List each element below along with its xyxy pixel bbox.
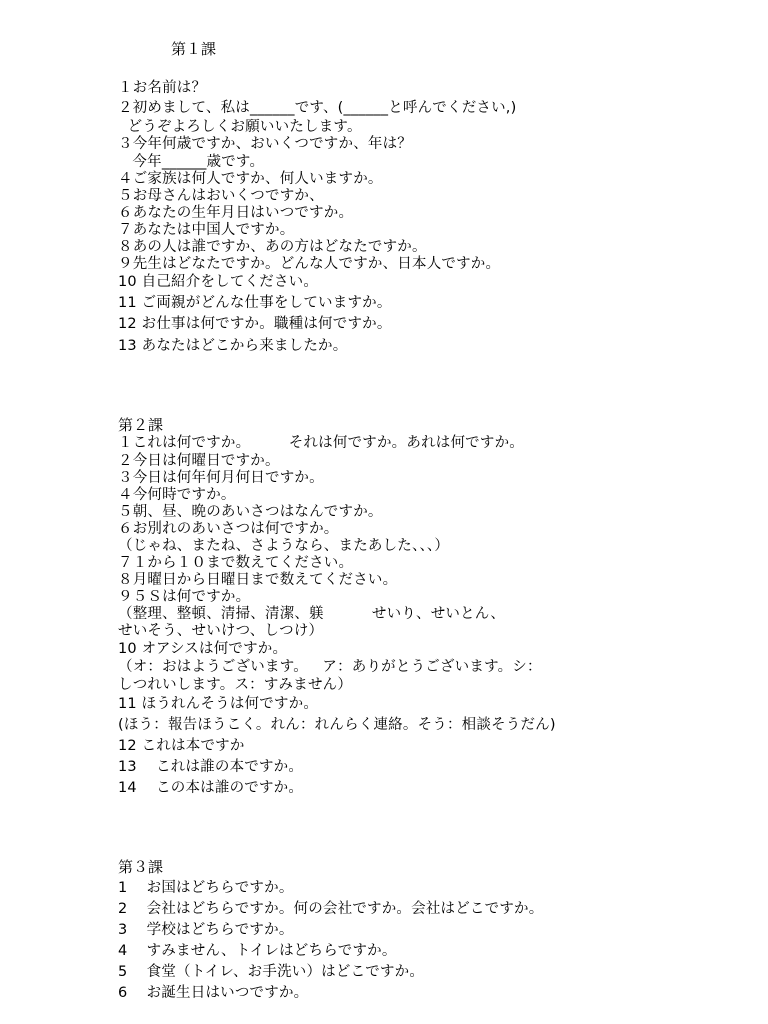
lesson-3-line: 2 会社はどちらですか。何の会社ですか。会社はどこですか。: [118, 901, 544, 917]
lesson-2-line: １これは何ですか。 それは何ですか。あれは何ですか。: [118, 435, 524, 451]
lesson-2-line: せいそう、せいけつ、しつけ）: [118, 623, 324, 639]
lesson-2-line: しつれいします。ス：すみません）: [118, 677, 353, 693]
lesson-1-line: ３今年何歳ですか、おいくつですか、年は？: [118, 136, 412, 152]
lesson-1-line: ６あなたの生年月日はいつですか。: [118, 205, 354, 221]
lesson-2-line: 13 これは誰の本ですか。: [118, 759, 304, 775]
lesson-2-line: ５朝、昼、晩のあいさつはなんですか。: [118, 504, 383, 520]
lesson-1-line: １お名前は？: [118, 80, 207, 96]
lesson-2-line: （じゃね、またね、さようなら、またあした、、、）: [118, 538, 450, 554]
lesson-1-title: 第１課: [171, 40, 217, 58]
lesson-1-line: ８あの人は誰ですか、あの方はどなたですか。: [118, 239, 427, 255]
lesson-1-line: ７あなたは中国人ですか。: [118, 222, 295, 238]
lesson-3-line: 1 お国はどちらですか。: [118, 880, 294, 896]
lesson-3-title: 第３課: [118, 858, 164, 876]
lesson-2-line: ７１から１０まで数えてください。: [118, 555, 354, 571]
lesson-2-line: 11 ほうれんそうは何ですか。: [118, 696, 319, 712]
lesson-1-line: ２初めまして、私は______です、(______と呼んでください,): [118, 100, 517, 116]
lesson-2-line: ９５Ｓは何ですか。: [118, 589, 251, 605]
lesson-1-line: ５お母さんはおいくつですか、: [118, 188, 324, 204]
lesson-1-line: 12 お仕事は何ですか。職種は何ですか。: [118, 316, 392, 332]
lesson-3-line: 5 食堂（トイレ、お手洗い）はどこですか。: [118, 964, 425, 980]
lesson-2-title: 第２課: [118, 416, 164, 434]
lesson-3-line: 6 お誕生日はいつですか。: [118, 985, 309, 1001]
lesson-1-line: ４ご家族は何人ですか、何人いますか。: [118, 171, 383, 187]
lesson-3-line: 3 学校はどちらですか。: [118, 922, 294, 938]
lesson-2-line: ４今何時ですか。: [118, 487, 236, 503]
lesson-2-line: ８月曜日から日曜日まで数えてください。: [118, 572, 398, 588]
lesson-1-line: 13 あなたはどこから来ましたか。: [118, 338, 348, 354]
lesson-2-line: (ほう：報告ほうこく。れん：れんらく連絡。そう：相談そうだん): [118, 717, 556, 733]
lesson-3-line: 4 すみません、トイレはどちらですか。: [118, 943, 397, 959]
lesson-1-line: 10 自己紹介をしてください。: [118, 274, 319, 290]
lesson-2-line: （整理、整頓、清掃、清潔、躾 せいり、せいとん、: [118, 606, 506, 622]
lesson-1-line: 11 ご両親がどんな仕事をしていますか。: [118, 295, 392, 311]
lesson-1-line: どうぞよろしくお願いいたします。: [118, 119, 362, 135]
lesson-2-line: ６お別れのあいさつは何ですか。: [118, 521, 339, 537]
lesson-1-line: ９先生はどなたですか。どんな人ですか、日本人ですか。: [118, 256, 501, 272]
lesson-2-line: 12 これは本ですか: [118, 738, 245, 754]
lesson-2-line: ２今日は何曜日ですか。: [118, 453, 280, 469]
lesson-2-line: 10 オアシスは何ですか。: [118, 641, 288, 657]
lesson-2-line: 14 この本は誰のですか。: [118, 780, 304, 796]
lesson-1-line: 今年______歳です。: [118, 154, 265, 170]
lesson-2-line: ３今日は何年何月何日ですか。: [118, 470, 324, 486]
lesson-2-line: （オ：おはようございます。 ア：ありがとうございます。シ：: [118, 659, 542, 675]
